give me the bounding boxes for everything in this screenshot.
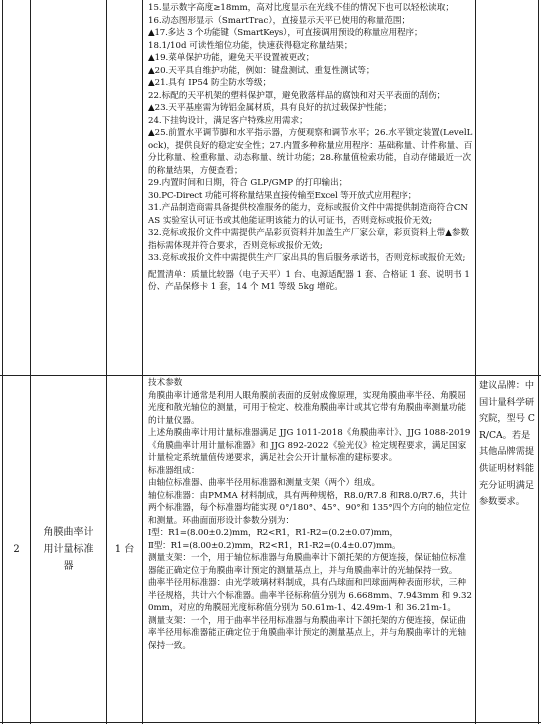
spec-line: 由轴位标准器、曲率半径用标准器和测量支架（两个）组成。 [148,478,381,488]
spec-line: 曲率半径用标准器：由光学玻璃材料制成，具有凸球面和凹球面两种表面形状，三种半径规格，共计六个标准器。曲率半径标称值分别为 6.668mm、7.943mm 和 9.320mm，对应的角膜屈光度标称值分别为 50.61m-1、42.49m-1 和 36.21m-1。 [148,578,472,613]
spec-line: 上述角膜曲率计用计量标准器满足 JJG 1011-2018《角膜曲率计》、JJG 1088-2019《角膜曲率计用计量标准器》和 JJG 892-2022《验光仪》检定规程要求，满足国家计量检定系统量值传递要求，满足社会公开计量标准的建标要求。 [148,428,471,463]
spec-line: 标准器组成： [148,465,200,476]
spec-line: ▲21.具有 IP54 防尘防水等级； [148,78,272,88]
spec-line: 32.竞标或报价文件中需提供产品彩页资料并加盖生产厂家公章，彩页资料上带▲参数指标需体现并符合要求，否则竞标或报价无效; [148,228,470,251]
spec-line: 22.标配的天平机架的塑料保护罩，避免散落样品的腐蚀和对天平表面的刮伤； [148,90,446,101]
row2-note-cell [476,376,538,722]
spec-line: 33.竞标或报价文件中需提供生产厂家出具的售后服务承诺书，否则竞标或报价无效; [148,253,466,263]
spec-line: 角膜曲率计通常是利用人眼角膜前表面的反射成像原理，实现角膜曲率半径、角膜屈光度和散光轴位的测量，可用于检定、校准角膜曲率计或其它带有角膜曲率测量功能的计量仪器。 [148,390,466,426]
spec-line: 18.1/10d 可读性缩位功能，快速获得稳定称量结果； [148,40,353,51]
row2-spec-cell [145,377,474,721]
spec-line: 31.产品制造商需具备提供校准服务的能力，竞标或报价文件中需提供制造商符合CNAS 实验室认可证书或其他能证明该能力的认可证书，否则竞标或报价无效; [148,203,468,226]
row2-quantity-cell [107,376,142,722]
table-border-bottom [0,722,541,723]
spec-line: 测量支架：一个，用于轴位标准器与角膜曲率计下颌托架的方便连接，保证轴位标准器能正确定位于角膜曲率计预定的测量基点上，并与角膜曲率计的光轴保持一致。 [148,553,466,576]
spec-line: 30.PC-Direct 功能可将称量结果直接传输至Excel 等开放式应用程序； [148,190,417,201]
spec-line: 16.动态图形显示（SmartTrac），直接显示天平已使用的称量范围； [148,15,411,26]
row1-spec-cell [145,2,474,374]
brand-note: 建议品牌：中国计量科学研究院，型号 CR/CA。若是其他品牌需提供证明材料能充分证明满足参数要求。 [479,380,535,508]
spec-heading: 技术参数 [148,378,183,388]
item-quantity: 1 台 [114,543,135,555]
spec-line: ▲23.天平基座需为铸铝金属材质，具有良好的抗过载保护性能； [148,103,392,113]
row2-index [3,376,30,722]
spec-line: 24.下挂钩设计，满足客户特殊应用需求； [148,115,308,126]
table-border-right [538,0,539,724]
item-name: 角膜曲率计用计量标准器 [43,526,94,572]
spec-line: 轴位标准器：由PMMA 材料制成，具有两种规格，R8.0/R7.8 和R8.0/R7.6，共计两个标准器，每个标准器均能实现 0°/180°、45°、90°和 135°四个方向的轴位定位和测量。环曲面面形设计参数分别为： [148,490,471,526]
spec-line: ▲20.天平具自维护功能，例如：键盘测试、重复性测试等； [148,65,375,76]
spec-line: ▲25.前置水平调节脚和水平指示器，方便观察和调节水平；26.水平锁定装置(LevelLock)，提供良好的稳定安全性；27.内置多种称量应用程序：基础称量、计件称量、百分比称量、检重称量、动态称量、统计功能；28.称量值检索功能，自动存储最近一次的称量结果，方便查看； [148,128,473,176]
spec-line: 15.显示数字高度≥18mm，高对比度显示在光线不佳的情况下也可以轻松读取； [148,3,454,13]
spec-line: Ⅱ型：R1=(8.00±0.2)mm，R2<R1，R1-R2=(0.4±0.07)mm。 [148,540,401,551]
spec-line: ▲19.菜单保护功能，避免天平设置被更改； [148,53,315,63]
config-list: 配置清单：质量比较器（电子天平）1 台、电源适配器 1 套、合格证 1 套、说明书 1 份、产品保修卡 1 套，14 个 M1 等级 5kg 增砣。 [148,269,470,292]
row2-name-cell [31,376,106,722]
spec-line: ▲17.多达 3 个功能键（SmartKeys），可直接调用预设的称量应用程序； [148,28,423,38]
spec-line: Ⅰ型：R1=(8.00±0.2)mm，R2<R1，R1-R2=(0.2±0.07)mm， [148,528,398,538]
table-divider [142,0,143,724]
spec-line: 测量支架：一个，用于曲率半径用标准器与角膜曲率计下颌托架的方便连接，保证曲率半径用标准器能正确定位于角膜曲率计预定的测量基点上，并与角膜曲率计的光轴保持一致。 [148,615,466,651]
spec-line: 29.内置时间和日期，符合 GLP/GMP 的打印输出； [148,178,348,188]
item-number: 2 [13,543,20,555]
